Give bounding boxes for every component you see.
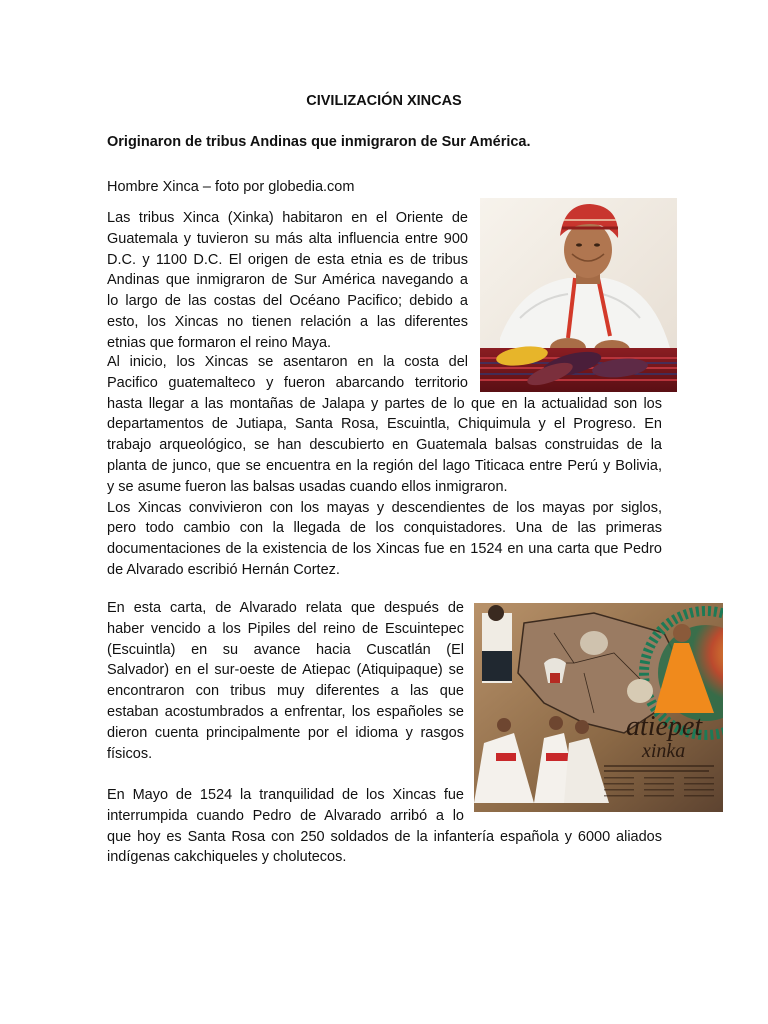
atiepet-xinka-poster (474, 603, 723, 812)
text-line: En esta carta, de Alvarado relata que después de (107, 600, 464, 616)
text-line: En Mayo de 1524 la tranquilidad de los Xincas fue (107, 787, 464, 803)
text-line: departamentos de Jutiapa, Santa Rosa, Escuintla, Chiquimula y el Progreso. En (107, 416, 662, 433)
photo-caption: Hombre Xinca – foto por globedia.com (107, 179, 355, 195)
text-line: Pacifico guatemalteco y fueron abarcando territorio (107, 374, 468, 391)
document-title: CIVILIZACIÓN XINCAS (306, 93, 462, 109)
text-line: encontraron con tribus muy diferentes a las que (107, 683, 464, 700)
poster-logo-line2: xinka (642, 740, 686, 762)
text-line: que hoy es Santa Rosa con 250 soldados de la infantería española y 6000 aliados (107, 828, 662, 845)
text-line: documentaciones de la existencia de los Xincas fue en 1524 en una carta que Pedro (107, 541, 662, 558)
text-line: etnias que formaron el reino Maya. (107, 334, 332, 351)
text-line: y se asume fueron las balsas usadas cuando ellos inmigraron. (107, 478, 508, 495)
text-line: esto, los Xincas no tienen relación a las diferentes (107, 313, 468, 330)
xinca-man-photo (480, 198, 677, 392)
text-line: trabajo arqueológico, se han descubierto en Guatemala balsas construidas de la (107, 437, 662, 454)
text-line: D.C. y 1100 D.C. El origen de esta etnia es de tribus (107, 251, 468, 268)
text-line: (Escuintla) en su avance hacia Cuscatlán (El (107, 641, 464, 658)
text-line: hasta llegar a las montañas de Jalapa y partes de lo que en la actualidad son los (107, 395, 662, 412)
text-line: dieron cuenta principalmente por el idioma y rasgos (107, 724, 464, 741)
text-line: pero todo cambio con la llegada de los conquistadores. Una de las primeras (107, 520, 662, 537)
text-line: de Alvarado escribió Hernán Cortez. (107, 561, 340, 578)
text-line: indígenas cakchiqueles y cholutecos. (107, 849, 347, 866)
text-line: Las tribus Xinca (Xinka) habitaron en el Oriente de (107, 210, 468, 226)
poster-logo-line1: atiepet (626, 711, 703, 742)
text-line: planta de junco, que se encuentra en la región del lago Titicaca entre Perú y Bolivia, (107, 457, 662, 474)
text-line: Los Xincas convivieron con los mayas y descendientes de los mayas por siglos, (107, 499, 662, 516)
text-line: lo largo de las costas del Océano Pacifico; debido a (107, 293, 468, 310)
paragraph-origin (107, 208, 468, 354)
text-line: Al inicio, los Xincas se asentaron en la costa del (107, 354, 468, 370)
text-line: haber vencido a los Pipiles del reino de Escuintepec (107, 620, 464, 637)
text-line: Andinas que inmigraron de Sur América navegando a (107, 272, 468, 289)
paragraph-letter (107, 598, 464, 764)
document-subtitle: Originaron de tribus Andinas que inmigraron de Sur América. (107, 134, 531, 150)
text-line: interrumpida cuando Pedro de Alvarado arribó a lo (107, 807, 464, 824)
text-line: estaban acostumbrados a enfrentar, los españoles se (107, 703, 464, 720)
text-line: físicos. (107, 745, 153, 762)
text-line: Salvador) en el sur-oeste de Atiepac (Atiquipaque) se (107, 662, 464, 679)
text-line: Guatemala y tuvieron su más alta influencia entre 900 (107, 230, 468, 247)
